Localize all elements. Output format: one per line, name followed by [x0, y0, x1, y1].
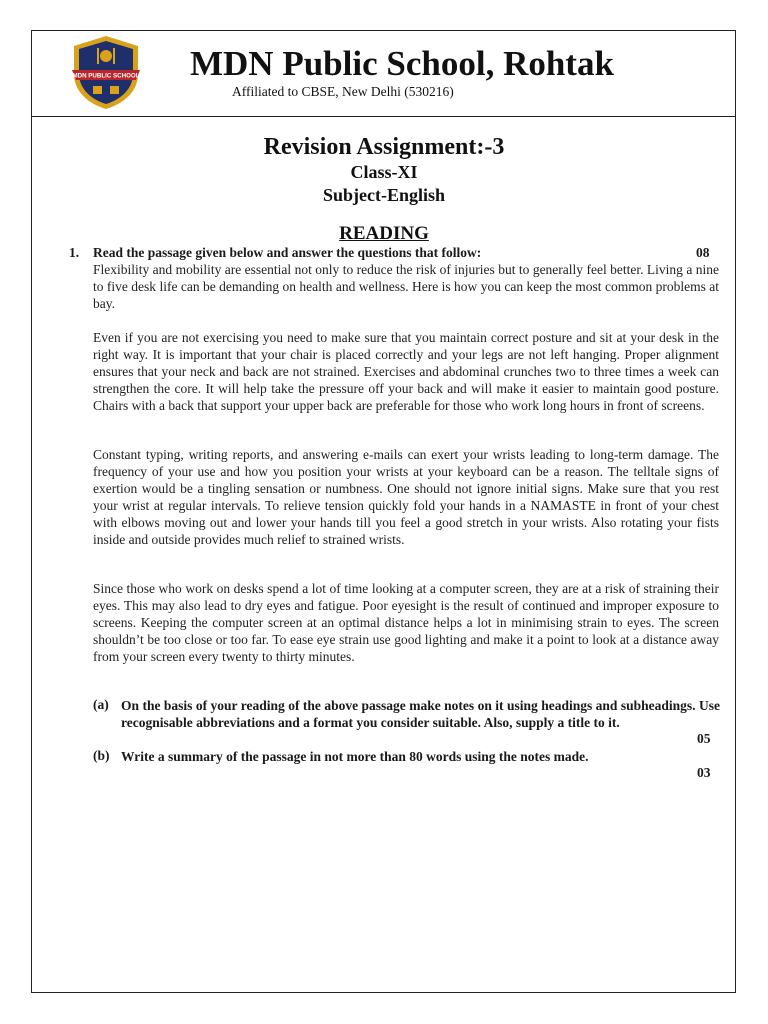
question-marks: 08 [696, 245, 710, 260]
passage-paragraph: Since those who work on desks spend a lot of time looking at a computer screen, they are at a risk of straining their eyes. This may also lead to dry eyes and fatigue. Poor eyesight is the result of continued and improper exposure to screens. Keeping the computer screen at an optimal distance helps a lot in minimising strain to eyes. The screen shouldn’t be too close or too far. To ease eye strain use good lighting and make it a point to look at a distance away from your screen every twenty to thirty minutes. [93, 581, 719, 664]
sub-question-label-b: (b) [93, 748, 110, 763]
class-label: Class-XI [350, 162, 418, 182]
school-name: MDN Public School, Rohtak [190, 44, 614, 83]
header-divider [32, 116, 735, 117]
passage-paragraph: Even if you are not exercising you need to make sure that you maintain correct posture and sit at your desk in the right way. It is important that your chair is placed correctly and your legs are not left hanging. Proper alignment ensures that your neck and back are not strained. Exercises and abdominal crunches two to three times a week can strengthen the core. It will help take the pressure off your back and will make it easier to maintain good posture. Chairs with a back that support your upper back are preferable for those who work long hours in front of screens. [93, 330, 719, 413]
assignment-title: Revision Assignment:-3 [263, 134, 505, 160]
svg-text:MDN PUBLIC SCHOOL: MDN PUBLIC SCHOOL [72, 72, 140, 80]
passage-paragraph: Flexibility and mobility are essential not only to reduce the risk of injuries but to generally feel better. Living a nine to five desk life can be demanding on health and wellness. Here is how you can keep the most common problems at bay. [93, 262, 719, 311]
sub-question-marks-a: 05 [697, 731, 711, 746]
sub-question-text-b: Write a summary of the passage in not more than 80 words using the notes made. [121, 749, 589, 764]
passage-paragraph: Constant typing, writing reports, and answering e-mails can exert your wrists leading to long-term damage. The frequency of your use and how you position your wrists at your keyboard can be a reason. The telltale signs of exertion would be a tingling sensation or numbness. One should not ignore initial signs. Make sure that you rest your wrist at regular intervals. To relieve tension quickly fold your hands in a NAMASTE in front of your chest with elbows moving out and lower your hands till you feel a good stretch in your wrists. Also rotating your fists inside and outside provides much relief to strained wrists. [93, 447, 719, 547]
subject-label: Subject-English [322, 185, 446, 205]
school-logo [68, 34, 144, 110]
question-instruction: Read the passage given below and answer the questions that follow: [93, 245, 482, 260]
sub-question-marks-b: 03 [697, 765, 711, 780]
section-heading: READING [339, 223, 429, 244]
sub-question-label-a: (a) [93, 697, 109, 712]
question-number: 1. [69, 245, 80, 260]
affiliation-text: Affiliated to CBSE, New Delhi (530216) [232, 84, 454, 99]
sub-question-text-a: On the basis of your reading of the above passage make notes on it using headings and subheadings. Use recognisable abbreviations and a format you consider suitable. Also, supply a title to it. [121, 698, 720, 730]
